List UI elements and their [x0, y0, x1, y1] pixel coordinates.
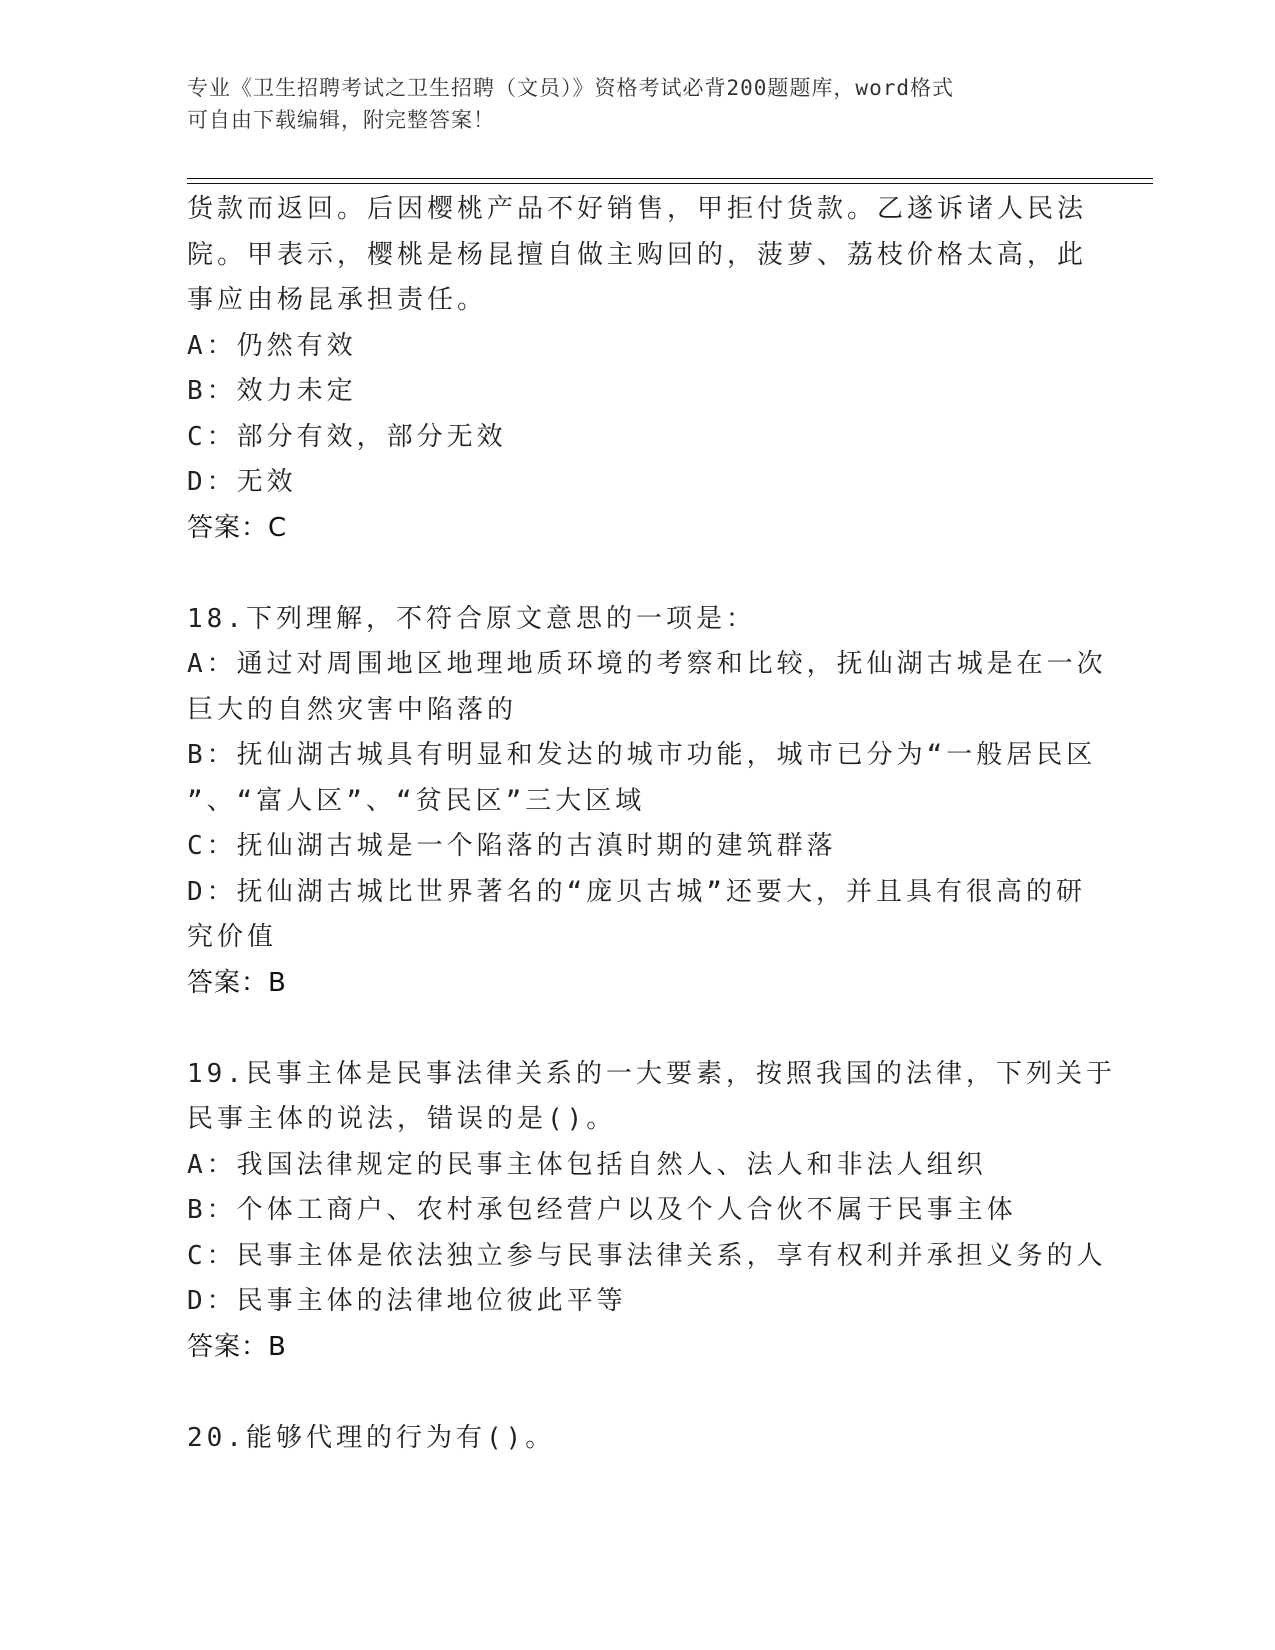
document-header [187, 72, 1087, 136]
option-a: A：仍然有效 [187, 330, 357, 361]
question-18 [187, 597, 1107, 1007]
question-stem-line: 20.能够代理的行为有()。 [187, 1422, 556, 1453]
option-c: C：抚仙湖古城是一个陷落的古滇时期的建筑群落 [187, 831, 837, 861]
option-d: D：无效 [187, 467, 297, 497]
header-line-1: 专业《卫生招聘考试之卫生招聘（文员）》资格考试必背200题题库，word格式 [187, 76, 954, 100]
question-stem-line: 19.民事主体是民事法律关系的一大要素，按照我国的法律，下列关于 [187, 1058, 1116, 1089]
question-stem-line: 民事主体的说法，错误的是()。 [187, 1104, 617, 1134]
option-b: B：效力未定 [187, 376, 357, 406]
option-c: C：部分有效，部分无效 [187, 421, 507, 452]
option-a-continued: 巨大的自然灾害中陷落的 [187, 694, 518, 725]
option-d: D：抚仙湖古城比世界著名的“庞贝古城”还要大，并且具有很高的研 [187, 876, 1086, 907]
answer-line: 答案：B [187, 1331, 287, 1362]
document-body [187, 187, 1116, 1461]
option-b-continued: ”、“富人区”、“贫民区”三大区域 [187, 785, 646, 816]
spacer [187, 1370, 1087, 1416]
question-stem-line: 院。甲表示，樱桃是杨昆擅自做主购回的，菠萝、荔枝价格太高，此 [187, 239, 1088, 270]
header-divider-top [187, 178, 1153, 179]
header-line-2: 可自由下载编辑，附完整答案！ [187, 108, 495, 132]
option-a: A：我国法律规定的民事主体包括自然人、法人和非法人组织 [187, 1149, 987, 1180]
question-20 [187, 1416, 1087, 1462]
spacer [187, 551, 1087, 597]
spacer [187, 1006, 1087, 1052]
question-stem-line: 货款而返回。后因樱桃产品不好销售，甲拒付货款。乙遂诉诸人民法 [187, 194, 1088, 224]
option-b: B：抚仙湖古城具有明显和发达的城市功能，城市已分为“一般居民区 [187, 740, 1097, 770]
question-19 [187, 1052, 1116, 1371]
option-d: D：民事主体的法律地位彼此平等 [187, 1286, 627, 1316]
header-divider-bottom [187, 183, 1153, 184]
option-d-continued: 究价值 [187, 922, 278, 952]
answer-line: 答案：C [187, 512, 288, 543]
question-stem-line: 18.下列理解，不符合原文意思的一项是： [187, 603, 756, 634]
question-stem-line: 事应由杨昆承担责任。 [187, 285, 488, 315]
option-b: B：个体工商户、农村承包经营户以及个人合伙不属于民事主体 [187, 1195, 1017, 1225]
question-17 [187, 187, 1087, 551]
option-c: C：民事主体是依法独立参与民事法律关系，享有权利并承担义务的人 [187, 1240, 1107, 1271]
option-a: A：通过对周围地区地理地质环境的考察和比较，抚仙湖古城是在一次 [187, 649, 1107, 679]
answer-line: 答案：B [187, 967, 287, 998]
